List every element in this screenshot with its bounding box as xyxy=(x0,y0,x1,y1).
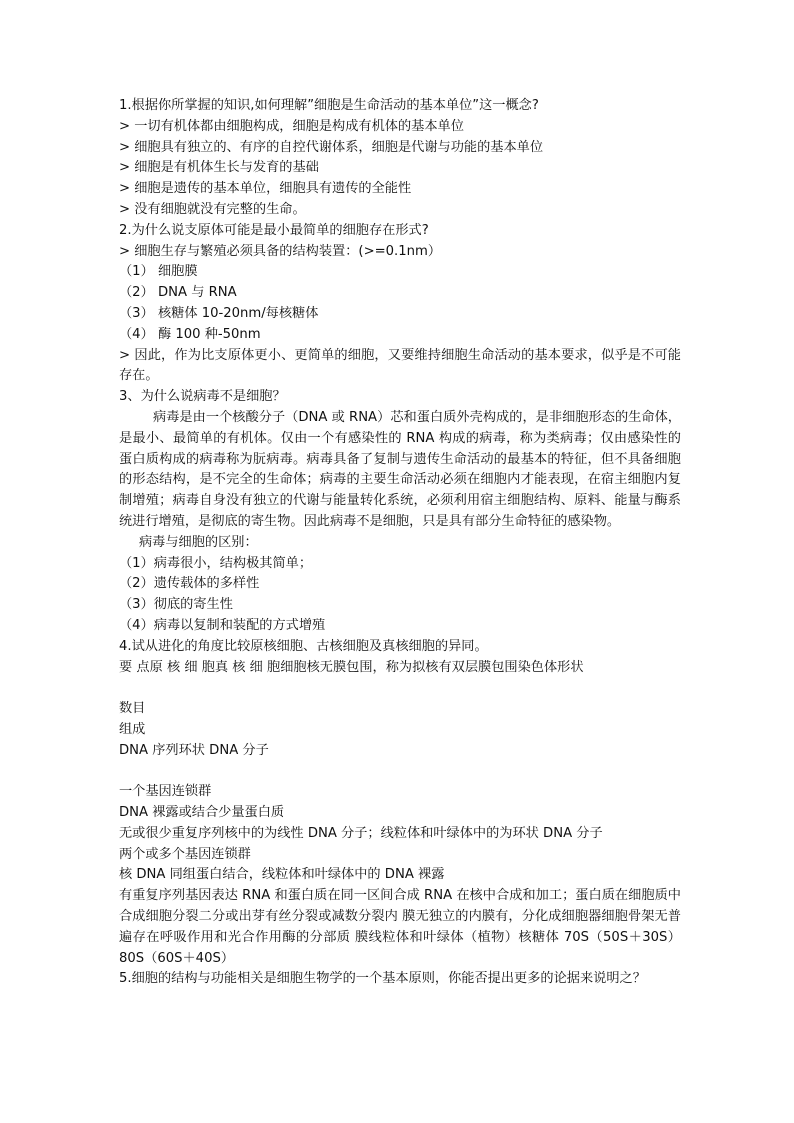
virus-cell-difference-item: （3）彻底的寄生性 xyxy=(119,597,233,613)
question-2-item: （3） 核糖体 10-20nm/每核糖体 xyxy=(119,305,319,321)
comparison-table-header: 要 点原 核 细 胞真 核 细 胞细胞核无膜包围，称为拟核有双层膜包围染色体形状 xyxy=(119,659,584,675)
question-2-item: （4） 酶 100 种-50nm xyxy=(119,326,261,342)
comparison-repeat-sequences: 无或很少重复序列核中的为线性 DNA 分子；线粒体和叶绿体中的为环状 DNA 分子 xyxy=(119,825,603,841)
question-1-point: > 一切有机体都由细胞构成，细胞是构成有机体的基本单位 xyxy=(119,118,464,134)
question-2-conclusion: > 因此，作为比支原体更小、更简单的细胞，又要维持细胞生命活动的基本要求，似乎是不可能存在。 xyxy=(119,347,681,384)
question-2-title: 2.为什么说支原体可能是最小最简单的细胞存在形式? xyxy=(119,222,429,238)
question-2-item: （1） 细胞膜 xyxy=(119,264,198,280)
question-1-point: > 细胞具有独立的、有序的自控代谢体系，细胞是代谢与功能的基本单位 xyxy=(119,139,544,155)
virus-cell-difference-item: （1）病毒很小，结构极其简单； xyxy=(119,555,313,571)
blank-line xyxy=(119,762,681,783)
question-3-title: 3、为什么说病毒不是细胞？ xyxy=(119,389,286,405)
virus-cell-difference-item: （2）遗传载体的多样性 xyxy=(119,576,260,592)
comparison-row-dna: DNA 序列环状 DNA 分子 xyxy=(119,742,269,758)
comparison-linkage-prokaryote: 一个基因连锁群 xyxy=(119,784,212,800)
question-1-point: > 没有细胞就没有完整的生命。 xyxy=(119,201,306,217)
blank-line xyxy=(119,678,681,699)
question-3-paragraph: 病毒是由一个核酸分子（DNA 或 RNA）芯和蛋白质外壳构成的，是非细胞形态的生命体，是最小、最简单的有机体。仅由一个有感染性的 RNA 构成的病毒，称为类病毒；仅由感染性的蛋白质构成的病毒称为朊病毒。病毒具备了复制与遗传生命活动的最基本的特征，但不具备细胞的形态结构，是不完全的生命体；病毒的主要生命活动必须在细胞内才能表现，在宿主细胞内复制增殖；病毒自身没有独立的代谢与能量转化系统，必须利用宿主细胞结构、原料、能量与酶系统进行增殖，是彻底的寄生物。因此病毒不是细胞，只是具有部分生命特征的感染物。 xyxy=(119,409,681,529)
question-1-title: 1.根据你所掌握的知识,如何理解”细胞是生命活动的基本单位”这一概念? xyxy=(119,98,539,113)
question-5-title: 5.细胞的结构与功能相关是细胞生物学的一个基本原则，你能否提出更多的论据来说明之？ xyxy=(119,971,646,987)
question-2-item: （2） DNA 与 RNA xyxy=(119,285,237,301)
comparison-histone: 核 DNA 同组蛋白结合，线粒体和叶绿体中的 DNA 裸露 xyxy=(119,867,445,883)
question-1-point: > 细胞是有机体生长与发育的基础 xyxy=(119,160,319,176)
comparison-long-paragraph: 有重复序列基因表达 RNA 和蛋白质在同一区间合成 RNA 在核中合成和加工；蛋白质在细胞质中合成细胞分裂二分或出芽有丝分裂或减数分裂内 膜无独立的内膜有，分化成细胞器细胞骨架无普遍存在呼吸作用和光合作用酶的分部质 膜线粒体和叶绿体（植物）核糖体 70S（50S＋30S）80S（60S＋40S） xyxy=(119,888,681,966)
virus-cell-difference-item: （4）病毒以复制和装配的方式增殖 xyxy=(119,617,326,633)
virus-cell-difference-title: 病毒与细胞的区别： xyxy=(139,534,258,550)
document-body xyxy=(119,96,681,990)
comparison-row-label: 数目 xyxy=(119,701,146,717)
question-1-point: > 细胞是遗传的基本单位，细胞具有遗传的全能性 xyxy=(119,181,412,197)
question-2-intro: > 细胞生存与繁殖必须具备的结构装置：(>=0.1nm） xyxy=(119,243,442,259)
question-4-title: 4.试从进化的角度比较原核细胞、古核细胞及真核细胞的异同。 xyxy=(119,638,488,654)
comparison-row-label: 组成 xyxy=(119,721,146,737)
comparison-linkage-eukaryote: 两个或多个基因连锁群 xyxy=(119,846,251,862)
comparison-dna-naked: DNA 裸露或结合少量蛋白质 xyxy=(119,805,285,821)
